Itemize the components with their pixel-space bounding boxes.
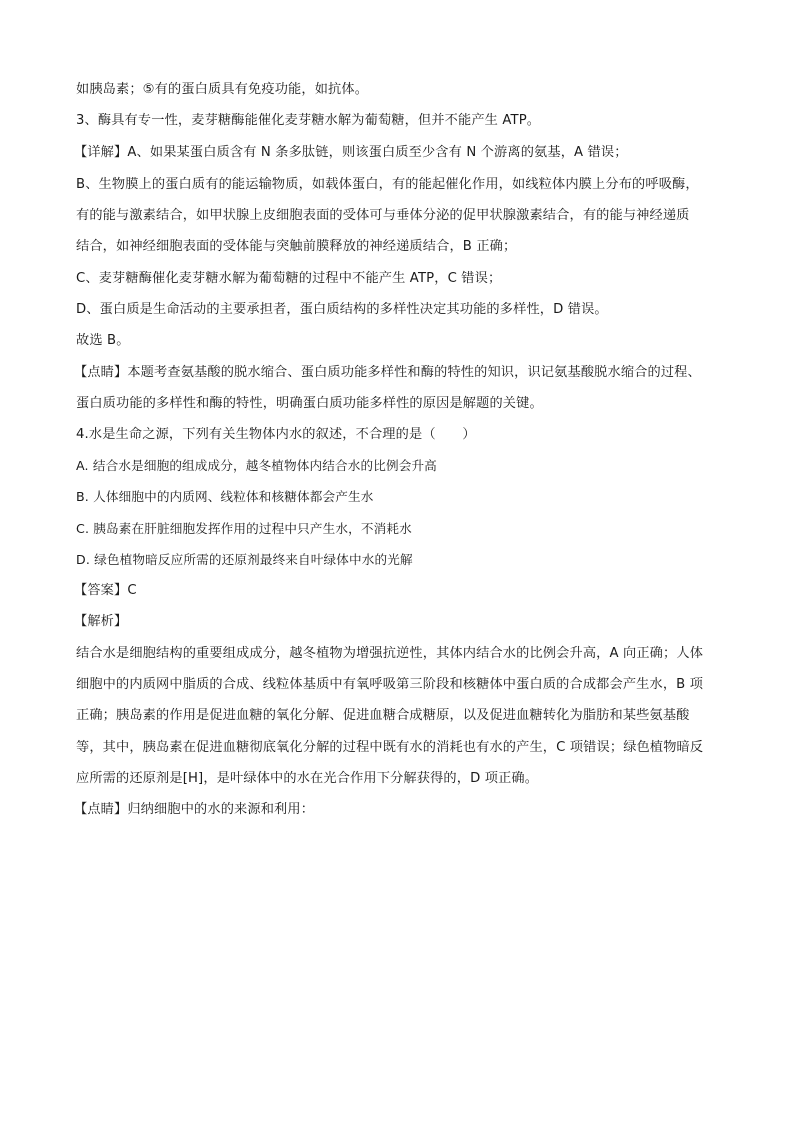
comment-heading-line: 【点睛】归纳细胞中的水的来源和利用： bbox=[74, 802, 315, 817]
text-line: 等，其中，胰岛素在促进血糖彻底氧化分解的过程中既有水的消耗也有水的产生，C 项错误；绿色植物暗反 bbox=[76, 740, 704, 755]
text-line: 如胰岛素；⑤有的蛋白质具有免疫功能，如抗体。 bbox=[76, 82, 369, 97]
option-d: D. 绿色植物暗反应所需的还原剂最终来自叶绿体中水的光解 bbox=[76, 552, 413, 567]
comment-heading-line: 【点睛】本题考查氨基酸的脱水缩合、蛋白质功能多样性和酶的特性的知识，识记氨基酸脱水缩合的过程、 bbox=[74, 365, 701, 380]
text-line: C、麦芽糖酶催化麦芽糖水解为葡萄糖的过程中不能产生 ATP，C 错误； bbox=[76, 271, 502, 286]
question-stem: 4.水是生命之源，下列有关生物体内水的叙述，不合理的是（ ） bbox=[76, 427, 476, 442]
text-line: 结合，如神经细胞表面的受体能与突触前膜释放的神经递质结合，B 正确； bbox=[76, 239, 517, 254]
text-line: 故选 B。 bbox=[76, 333, 130, 348]
analysis-heading: 【解析】 bbox=[74, 614, 128, 629]
text-line: D、蛋白质是生命活动的主要承担者，蛋白质结构的多样性决定其功能的多样性，D 错误。 bbox=[76, 302, 608, 317]
option-b: B. 人体细胞中的内质网、线粒体和核糖体都会产生水 bbox=[76, 489, 374, 504]
text-line: B、生物膜上的蛋白质有的能运输物质，如载体蛋白，有的能起催化作用，如线粒体内膜上分布的呼吸酶， bbox=[76, 177, 699, 192]
text-line: 细胞中的内质网中脂质的合成、线粒体基质中有氧呼吸第三阶段和核糖体中蛋白质的合成都会产生水，B 项 bbox=[76, 677, 704, 692]
option-c: C. 胰岛素在肝脏细胞发挥作用的过程中只产生水，不消耗水 bbox=[76, 521, 412, 536]
text-line: 应所需的还原剂是[H]，是叶绿体中的水在光合作用下分解获得的，D 项正确。 bbox=[76, 771, 539, 786]
answer-line: 【答案】C bbox=[74, 583, 137, 598]
text-line: 结合水是细胞结构的重要组成成分，越冬植物为增强抗逆性，其体内结合水的比例会升高，A 向正确；人体 bbox=[76, 646, 704, 661]
detail-heading-line: 【详解】A、如果某蛋白质含有 N 条多肽链，则该蛋白质至少含有 N 个游离的氨基，A 错误； bbox=[74, 145, 628, 160]
text-line: 3、酶具有专一性，麦芽糖酶能催化麦芽糖水解为葡萄糖，但并不能产生 ATP。 bbox=[76, 113, 541, 128]
text-line: 蛋白质功能的多样性和酶的特性，明确蛋白质功能多样性的原因是解题的关键。 bbox=[76, 396, 543, 411]
option-a: A. 结合水是细胞的组成成分，越冬植物体内结合水的比例会升高 bbox=[76, 458, 437, 473]
text-line: 有的能与激素结合，如甲状腺上皮细胞表面的受体可与垂体分泌的促甲状腺激素结合，有的能与神经递质 bbox=[76, 208, 690, 223]
text-line: 正确；胰岛素的作用是促进血糖的氧化分解、促进血糖合成糖原，以及促进血糖转化为脂肪和某些氨基酸 bbox=[76, 708, 690, 723]
